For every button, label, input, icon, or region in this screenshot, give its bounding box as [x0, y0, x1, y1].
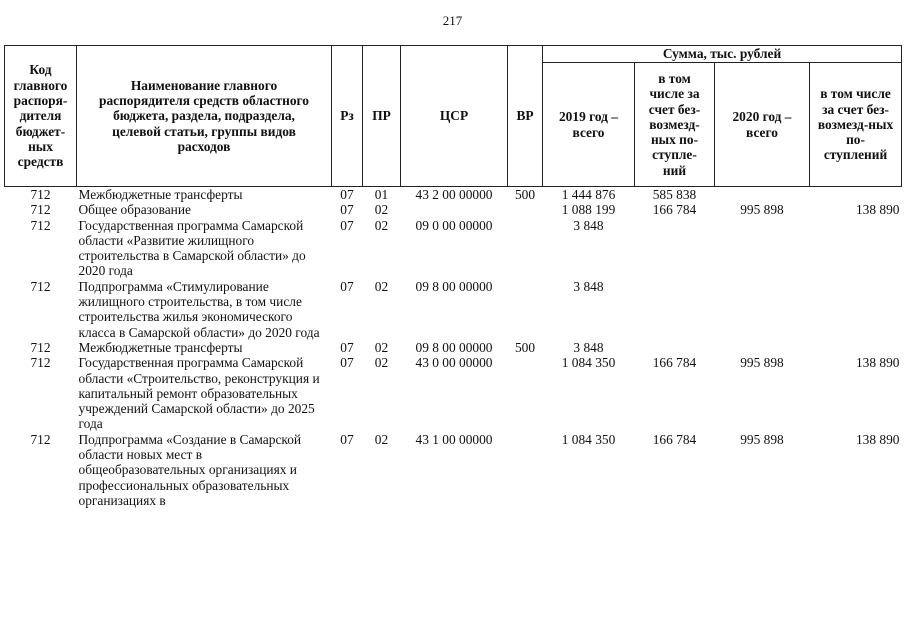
table-row	[5, 340, 902, 355]
cell-2020-free	[810, 187, 902, 203]
cell-2019-total: 1 088 199	[561, 202, 616, 218]
cell-2019-total: 3 848	[573, 339, 604, 355]
header-sum-group: Сумма, тыс. рублей	[543, 46, 902, 63]
cell-2020-total: 995 898	[740, 431, 784, 447]
cell-name: Межбюджетные трансферты	[78, 339, 243, 355]
cell-csr	[401, 202, 508, 217]
cell-2019-free: 166 784	[652, 431, 697, 447]
header-pr: ПР	[363, 46, 401, 187]
cell-pr: 01	[374, 187, 389, 202]
table-row	[5, 355, 902, 431]
cell-rz: 07	[340, 217, 354, 233]
cell-vr	[508, 279, 543, 340]
cell-pr: 02	[374, 355, 389, 371]
cell-pr: 02	[374, 278, 389, 294]
cell-name: Государственная программа Самарской области «Строительство, реконструкция и капитальный ремонт образовательных учреждений Самарской области» до 2025 года	[78, 355, 320, 432]
cell-csr: 43 1 00 00000	[415, 431, 493, 447]
header-2019-total: 2019 год – всего	[543, 63, 635, 187]
cell-code: 712	[30, 431, 51, 447]
header-2019-free: в том числе за счет без-возмезд-ных по-ступле-ний	[635, 63, 715, 187]
cell-name: Подпрограмма «Стимулирование жилищного строительства, в том числе строительства жилья экономического класса в Самарской области» до 2020 года	[78, 278, 320, 340]
header-vr: ВР	[508, 46, 543, 187]
cell-pr: 02	[374, 217, 389, 233]
cell-rz: 07	[340, 202, 354, 218]
cell-2020-free: 138 890	[855, 202, 900, 218]
cell-2019-free: 585 838	[652, 187, 697, 202]
cell-csr: 43 2 00 00000	[415, 187, 493, 202]
cell-vr: 500	[514, 339, 536, 355]
cell-2019-free: 166 784	[652, 355, 697, 371]
cell-code: 712	[30, 217, 51, 233]
cell-rz: 07	[340, 355, 354, 371]
cell-2020-total: 995 898	[740, 355, 784, 371]
page-number: 217	[442, 13, 463, 28]
cell-pr: 02	[374, 431, 389, 447]
cell-2019-free	[635, 279, 715, 340]
cell-code: 712	[30, 355, 51, 371]
cell-csr: 09 0 00 00000	[415, 217, 493, 233]
header-code: Код главного распоря-дителя бюджет-ных средств	[5, 46, 77, 187]
cell-pr: 02	[374, 339, 389, 355]
cell-2020-total	[715, 218, 810, 279]
cell-2019-free	[635, 340, 715, 355]
table-row	[5, 202, 902, 217]
cell-name: Государственная программа Самарской области «Развитие жилищного строительства в Самарской области» до 2020 года	[78, 217, 306, 279]
header-2020-free: в том числе за счет без-возмезд-ных по-ступлений	[810, 63, 902, 187]
table-row	[5, 218, 902, 279]
cell-2020-free: 138 890	[855, 355, 900, 371]
header-2020-total: 2020 год – всего	[715, 63, 810, 187]
cell-rz: 07	[340, 278, 354, 294]
cell-2020-free	[810, 218, 902, 279]
cell-2019-free: 166 784	[652, 202, 697, 218]
cell-2020-total	[715, 279, 810, 340]
cell-2020-free	[810, 340, 902, 355]
header-name: Наименование главного распорядителя средств областного бюджета, раздела, подраздела, целевой статьи, группы видов расходов	[77, 46, 332, 187]
cell-2019-total: 3 848	[573, 217, 604, 233]
cell-csr: 43 0 00 00000	[415, 355, 493, 371]
cell-2020-total	[715, 340, 810, 355]
table-row	[5, 187, 902, 203]
cell-vr	[508, 355, 543, 431]
cell-2020-free: 138 890	[855, 431, 900, 447]
cell-2020-total: 995 898	[740, 202, 784, 218]
cell-2019-free	[635, 218, 715, 279]
budget-table	[4, 45, 902, 508]
cell-pr: 02	[374, 202, 389, 218]
cell-rz: 07	[340, 187, 354, 202]
cell-2019-total: 1 444 876	[561, 187, 616, 202]
cell-name: Подпрограмма «Создание в Самарской области новых мест в общеобразовательных организациях и профессиональных образовательных организациях в	[78, 431, 302, 508]
cell-csr: 09 8 00 00000	[415, 339, 493, 355]
cell-csr: 09 8 00 00000	[415, 278, 493, 294]
cell-2019-total: 1 084 350	[561, 431, 616, 447]
cell-rz: 07	[340, 339, 354, 355]
cell-2020-total	[715, 187, 810, 203]
cell-code: 712	[30, 202, 51, 218]
cell-vr	[508, 218, 543, 279]
cell-vr: 500	[514, 187, 536, 202]
cell-name: Общее образование	[78, 202, 191, 218]
table-row	[5, 279, 902, 340]
cell-2019-total: 1 084 350	[561, 355, 616, 371]
cell-name: Межбюджетные трансферты	[78, 187, 243, 202]
table-header	[5, 46, 902, 187]
cell-code: 712	[30, 278, 51, 294]
header-csr: ЦСР	[401, 46, 508, 187]
table-row	[5, 432, 902, 508]
cell-code: 712	[30, 187, 51, 202]
cell-vr	[508, 202, 543, 217]
cell-vr	[508, 432, 543, 508]
cell-rz: 07	[340, 431, 354, 447]
header-rz: Рз	[332, 46, 363, 187]
cell-code: 712	[30, 339, 51, 355]
cell-2020-free	[810, 279, 902, 340]
cell-2019-total: 3 848	[573, 278, 604, 294]
